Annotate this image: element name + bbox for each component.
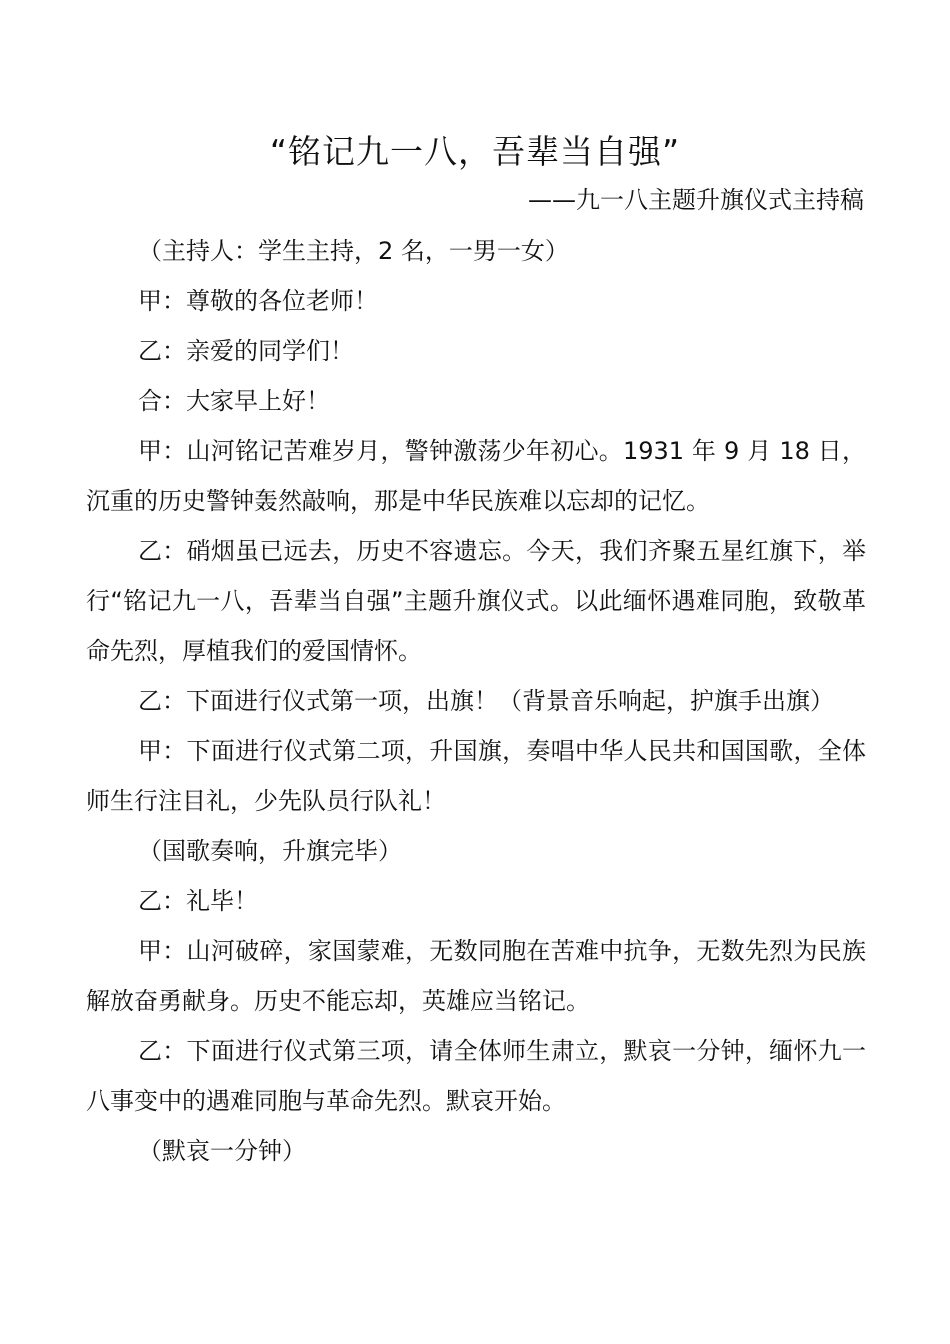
paragraph-greeting-teachers: 甲：尊敬的各位老师！	[138, 287, 378, 315]
paragraph-step-one: 乙：下面进行仪式第一项，出旗！（背景音乐响起，护旗手出旗）	[138, 687, 834, 715]
document-body	[86, 226, 866, 1176]
paragraph-greeting-students: 乙：亲爱的同学们！	[138, 337, 354, 365]
paragraph-silence-note: （默哀一分钟）	[138, 1137, 306, 1165]
paragraph-anthem-note: （国歌奏响，升旗完毕）	[138, 837, 402, 865]
document-title: “铭记九一八，吾辈当自强”	[269, 132, 681, 171]
paragraph-greeting-all: 合：大家早上好！	[138, 387, 330, 415]
document-subtitle: ——九一八主题升旗仪式主持稿	[528, 186, 864, 214]
paragraph-ceremony-intro: 乙：硝烟虽已远去，历史不容遗忘。今天，我们齐聚五星红旗下，举行“铭记九一八，吾辈当自强”主题升旗仪式。以此缅怀遇难同胞，致敬革命先烈，厚植我们的爱国情怀。	[86, 537, 866, 665]
paragraph-host-note: （主持人：学生主持，2 名，一男一女）	[138, 237, 569, 265]
paragraph-step-three: 乙：下面进行仪式第三项，请全体师生肃立，默哀一分钟，缅怀九一八事变中的遇难同胞与革命先烈。默哀开始。	[86, 1037, 866, 1115]
paragraph-remembrance: 甲：山河破碎，家国蒙难，无数同胞在苦难中抗争，无数先烈为民族解放奋勇献身。历史不能忘却，英雄应当铭记。	[86, 937, 866, 1015]
paragraph-step-two: 甲：下面进行仪式第二项，升国旗，奏唱中华人民共和国国歌，全体师生行注目礼，少先队员行队礼！	[86, 737, 866, 815]
paragraph-history-intro: 甲：山河铭记苦难岁月，警钟激荡少年初心。1931 年 9 月 18 日，沉重的历史警钟轰然敲响，那是中华民族难以忘却的记忆。	[86, 437, 866, 515]
paragraph-salute-end: 乙：礼毕！	[138, 887, 258, 915]
